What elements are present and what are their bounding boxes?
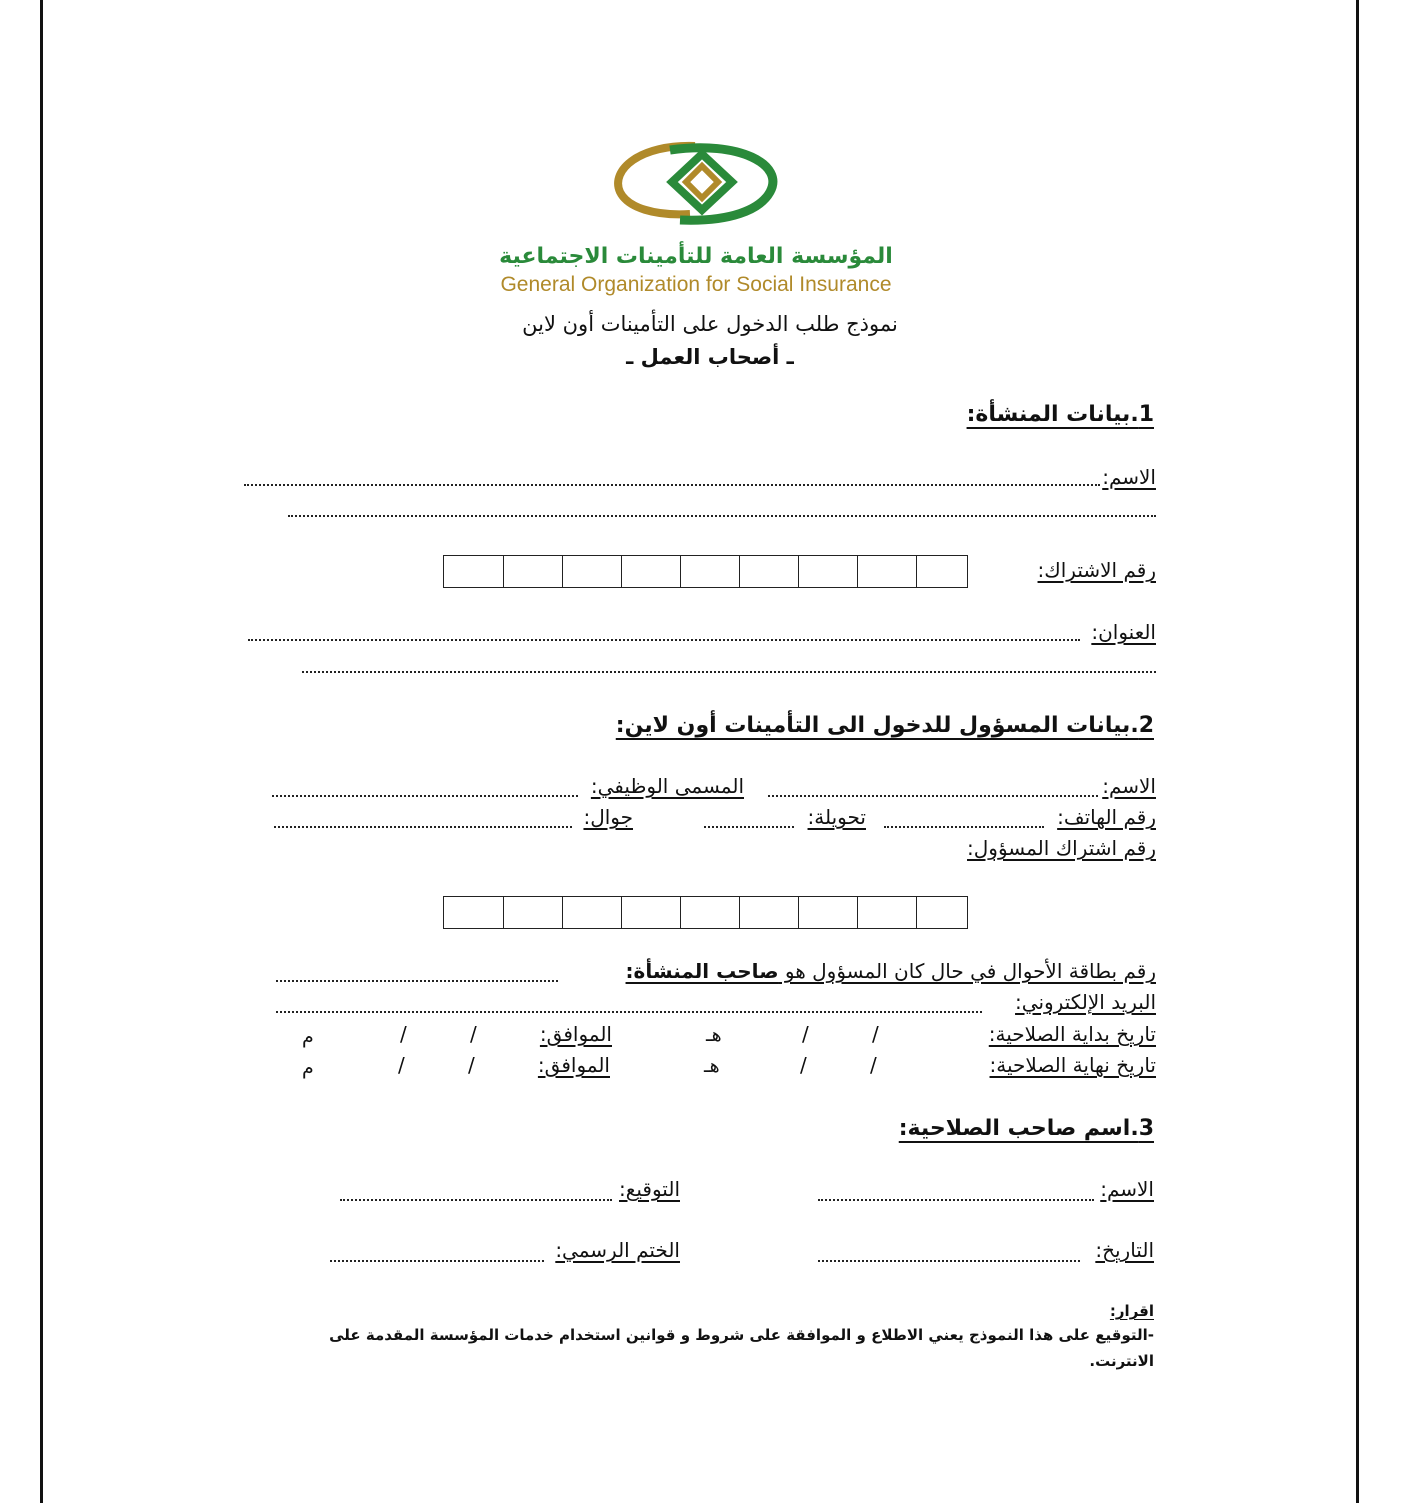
establishment-name-line[interactable] <box>244 484 1100 486</box>
email-line[interactable] <box>276 1011 982 1013</box>
end-hijri-slash-1: / <box>870 1053 877 1077</box>
start-hijri-slash-1: / <box>872 1022 879 1046</box>
end-greg-suffix: م <box>302 1057 314 1079</box>
job-title-label: المسمى الوظيفي: <box>590 774 744 798</box>
id-card-label <box>626 959 1156 983</box>
declaration-line-2: الانترنت. <box>1089 1352 1154 1370</box>
officer-subscription-label: رقم اشتراك المسؤول: <box>967 836 1156 860</box>
signature-label: التوقيع: <box>619 1177 680 1201</box>
date-line[interactable] <box>818 1260 1080 1262</box>
logo-name-arabic: المؤسسة العامة للتأمينات الاجتماعية <box>499 244 893 269</box>
mobile-line[interactable] <box>274 826 572 828</box>
logo-name-english: General Organization for Social Insurance <box>500 273 892 296</box>
subscription-number-boxes[interactable] <box>443 555 968 588</box>
end-date-label: تاريخ نهاية الصلاحية: <box>989 1053 1156 1077</box>
end-corresponding-label: الموافق: <box>537 1053 610 1077</box>
mobile-label: جوال: <box>583 805 633 829</box>
form-title: نموذج طلب الدخول على التأمينات أون لاين <box>522 312 898 336</box>
authorized-name-label: الاسم: <box>1100 1177 1154 1201</box>
establishment-name-line-2[interactable] <box>288 515 1156 517</box>
id-card-label-bold: صاحب المنشأة: <box>625 959 779 983</box>
phone-line[interactable] <box>884 826 1044 828</box>
start-corresponding-label: الموافق: <box>539 1022 612 1046</box>
email-label: البريد الإلكتروني: <box>1015 990 1156 1014</box>
phone-label: رقم الهاتف: <box>1057 805 1156 829</box>
section3-heading: 3.اسم صاحب الصلاحية: <box>898 1116 1154 1141</box>
section2-heading: 2.بيانات المسؤول للدخول الى التأمينات أون لاين: <box>615 713 1154 738</box>
end-greg-slash-2: / <box>398 1053 405 1077</box>
job-title-line[interactable] <box>272 795 578 797</box>
end-hijri-slash-2: / <box>800 1053 807 1077</box>
officer-subscription-boxes[interactable] <box>443 896 968 929</box>
start-date-label: تاريخ بداية الصلاحية: <box>988 1022 1156 1046</box>
end-hijri-suffix: هـ <box>704 1055 720 1077</box>
authorized-name-line[interactable] <box>818 1199 1094 1201</box>
declaration-heading: اقرار: <box>1109 1302 1154 1320</box>
page-border-left <box>40 0 43 1503</box>
date-label: التاريخ: <box>1095 1238 1154 1262</box>
signature-line[interactable] <box>340 1199 612 1201</box>
official-stamp-line[interactable] <box>330 1260 544 1262</box>
id-card-line[interactable] <box>276 980 558 982</box>
declaration-line-1: -التوقيع على هذا النموذج يعني الاطلاع و الموافقة على شروط و قوانين استخدام خدمات المؤسسة المقدمة على <box>329 1326 1154 1344</box>
officer-name-label: الاسم: <box>1102 774 1156 798</box>
start-greg-suffix: م <box>302 1026 314 1048</box>
official-stamp-label: الختم الرسمي: <box>555 1238 680 1262</box>
page-border-right <box>1356 0 1359 1503</box>
officer-name-line[interactable] <box>768 795 1098 797</box>
address-line[interactable] <box>248 639 1080 641</box>
subscription-number-label: رقم الاشتراك: <box>1037 558 1156 582</box>
address-line-2[interactable] <box>302 671 1156 673</box>
start-greg-slash-1: / <box>470 1022 477 1046</box>
end-greg-slash-1: / <box>468 1053 475 1077</box>
address-label: العنوان: <box>1091 620 1156 644</box>
start-hijri-slash-2: / <box>802 1022 809 1046</box>
id-card-label-text: رقم بطاقة الأحوال في حال كان المسؤول هو <box>778 959 1156 983</box>
start-hijri-suffix: هـ <box>706 1024 722 1046</box>
form-subtitle: ـ أصحاب العمل ـ <box>626 345 794 369</box>
extension-line[interactable] <box>704 826 794 828</box>
establishment-name-label: الاسم: <box>1102 465 1156 489</box>
section1-heading: 1.بيانات المنشأة: <box>966 402 1154 427</box>
start-greg-slash-2: / <box>400 1022 407 1046</box>
extension-label: تحويلة: <box>807 805 866 829</box>
